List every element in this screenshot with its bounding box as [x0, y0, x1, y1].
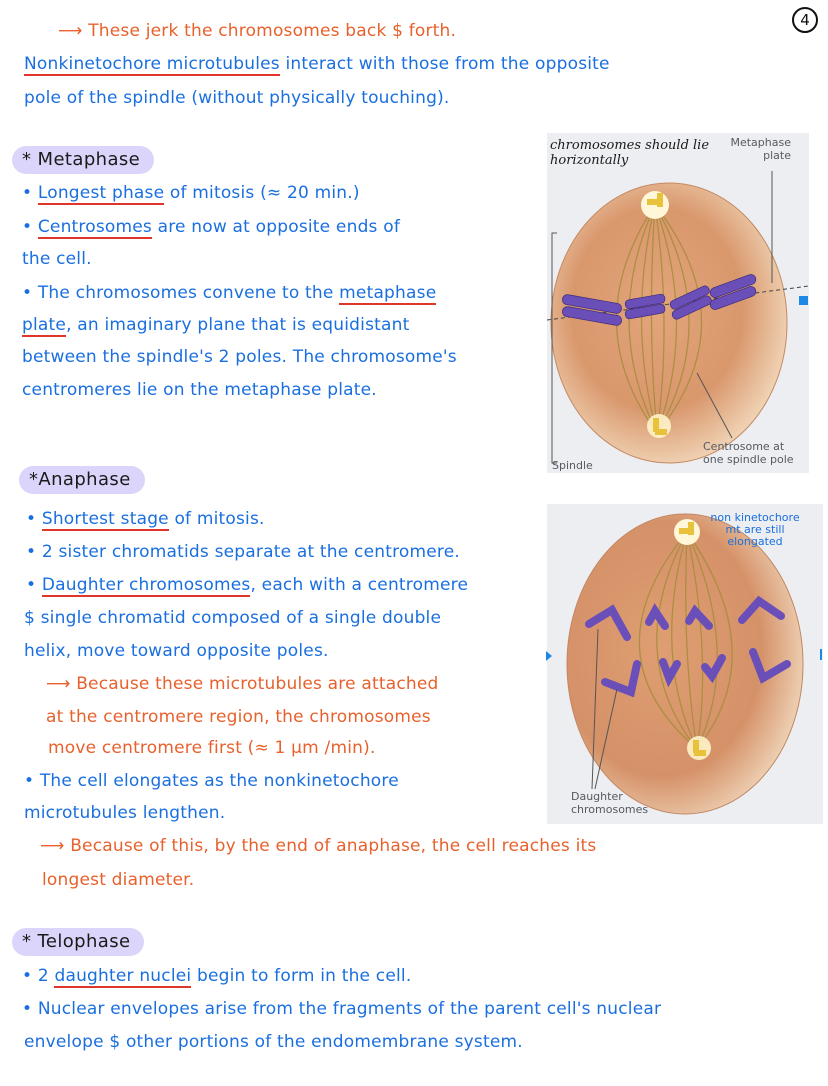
metaphase-bullet-3-l4: centromeres lie on the metaphase plate.	[22, 380, 377, 400]
label-metaphase-plate: Metaphase plate	[730, 136, 791, 162]
intro-arrow-note: ⟶ These jerk the chromosomes back $ forth.	[58, 21, 457, 41]
label-centrosome: Centrosome at one spindle pole	[703, 440, 794, 466]
blue-marker-icon	[799, 296, 808, 305]
arrow-right-icon: ⟶	[46, 674, 77, 694]
blue-marker-icon	[546, 651, 552, 661]
metaphase-bullet-1: • Longest phase of mitosis (≈ 20 min.)	[22, 183, 360, 203]
telophase-bullet-2-l2: envelope $ other portions of the endomembrane system.	[24, 1032, 523, 1052]
heading-anaphase: *Anaphase	[19, 466, 145, 494]
anaphase-bullet-2: • 2 sister chromatids separate at the centromere.	[26, 542, 460, 562]
anaphase-figure	[547, 504, 823, 824]
intro-line-2: pole of the spindle (without physically touching).	[24, 88, 450, 108]
heading-telophase: * Telophase	[12, 928, 144, 956]
blue-marker-icon	[820, 649, 822, 660]
anaphase-note-2-l1: ⟶ Because of this, by the end of anaphase, the cell reaches its	[40, 836, 597, 856]
telophase-bullet-2: • Nuclear envelopes arise from the fragments of the parent cell's nuclear	[22, 999, 662, 1019]
anaphase-note-1-l1: ⟶ Because these microtubules are attached	[46, 674, 439, 694]
metaphase-bullet-3-l3: between the spindle's 2 poles. The chromosome's	[22, 347, 457, 367]
handwritten-note-metaphase: chromosomes should lie horizontally	[550, 138, 710, 168]
intro-line-1: Nonkinetochore microtubules interact with those from the opposite	[24, 54, 610, 74]
anaphase-bullet-4-l2: microtubules lengthen.	[24, 803, 226, 823]
anaphase-note-2-l2: longest diameter.	[42, 870, 195, 890]
anaphase-note-1-l3: move centromere first (≈ 1 µm /min).	[48, 738, 376, 758]
anaphase-bullet-3-l3: helix, move toward opposite poles.	[24, 641, 329, 661]
anaphase-note-1-l2: at the centromere region, the chromosomes	[46, 707, 431, 727]
arrow-right-icon: ⟶	[40, 836, 71, 856]
metaphase-bullet-3-l2: plate, an imaginary plane that is equidistant	[22, 315, 410, 335]
page-number: 4	[792, 7, 818, 33]
metaphase-bullet-2: • Centrosomes are now at opposite ends of	[22, 217, 401, 237]
metaphase-figure	[547, 133, 809, 473]
metaphase-bullet-2-cont: the cell.	[22, 249, 92, 269]
handwritten-note-anaphase: non kinetochore mt are still elongated	[710, 511, 800, 548]
anaphase-bullet-1: • Shortest stage of mitosis.	[26, 509, 265, 529]
anaphase-bullet-4: • The cell elongates as the nonkinetochore	[24, 771, 399, 791]
telophase-bullet-1: • 2 daughter nuclei begin to form in the cell.	[22, 966, 412, 986]
arrow-right-icon: ⟶	[58, 21, 89, 41]
heading-metaphase: * Metaphase	[12, 146, 154, 174]
term-nonkinetochore: Nonkinetochore microtubules	[24, 54, 280, 74]
anaphase-bullet-3: • Daughter chromosomes, each with a centromere	[26, 575, 469, 595]
metaphase-bullet-3: • The chromosomes convene to the metaphase	[22, 283, 437, 303]
label-spindle: Spindle	[552, 459, 593, 472]
label-daughter-chromosomes: Daughter chromosomes	[571, 790, 649, 816]
anaphase-bullet-3-l2: $ single chromatid composed of a single double	[24, 608, 442, 628]
